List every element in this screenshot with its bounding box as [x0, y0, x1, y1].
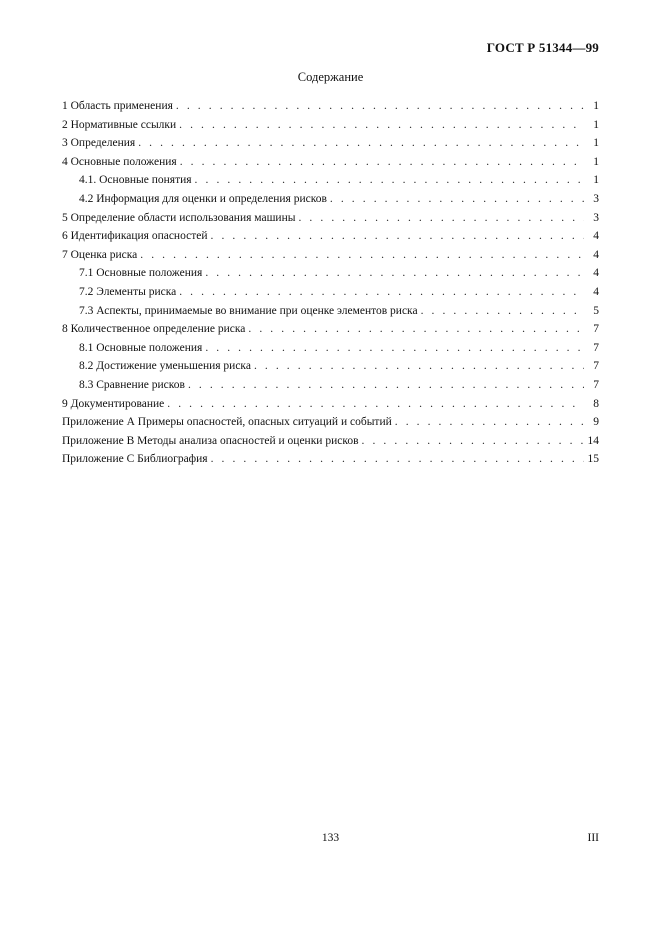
toc-entry[interactable] — [62, 286, 599, 305]
toc-leader-dots — [362, 435, 584, 447]
toc-entry-label: 7.1 Основные положения — [79, 267, 203, 280]
toc-entry-label: 4 Основные положения — [62, 155, 177, 168]
toc-entry-page: 15 — [587, 453, 599, 466]
toc-leader-dots — [205, 342, 584, 354]
toc-entry[interactable] — [62, 137, 599, 156]
document-header-id: ГОСТ Р 51344—99 — [486, 40, 599, 55]
toc-entry[interactable] — [62, 398, 599, 417]
toc-leader-dots — [254, 360, 584, 372]
toc-entry-label: 8.2 Достижение уменьшения риска — [79, 360, 251, 373]
toc-entry-label: 4.1. Основные понятия — [79, 174, 192, 187]
toc-entry[interactable] — [62, 323, 599, 342]
toc-entry-label: 9 Документирование — [62, 397, 165, 410]
toc-entry-label: Приложение А Примеры опасностей, опасных ситуаций и событий — [62, 416, 392, 429]
toc-entry[interactable] — [62, 305, 599, 324]
toc-entry[interactable] — [62, 230, 599, 249]
toc-entry-page: 4 — [593, 230, 599, 243]
toc-entry[interactable] — [62, 416, 599, 435]
toc-entry-page: 1 — [593, 100, 599, 112]
toc-entry-label: 4.2 Информация для оценки и определения рисков — [79, 192, 327, 205]
toc-leader-dots — [179, 286, 584, 298]
toc-entry[interactable] — [62, 453, 599, 472]
toc-entry-label: 8.1 Основные положения — [79, 341, 203, 354]
toc-entry-label: 5 Определение области использования машины — [62, 211, 296, 224]
toc-entry-label: 8 Количественное определение риска — [62, 323, 246, 336]
toc-entry[interactable] — [62, 360, 599, 379]
toc-leader-dots — [195, 174, 584, 186]
toc-leader-dots — [248, 323, 584, 335]
toc-leader-dots — [167, 398, 584, 410]
page-title: Содержание — [297, 70, 364, 84]
roman-page-number: III — [587, 832, 599, 844]
toc-entry-page: 7 — [593, 360, 599, 373]
toc-entry[interactable] — [62, 193, 599, 212]
table-of-contents — [62, 100, 599, 472]
toc-entry-label: 6 Идентификация опасностей — [62, 230, 208, 243]
toc-entry-label: 7.3 Аспекты, принимаемые во внимание при оценке элементов риска — [79, 304, 418, 317]
toc-entry-label: 3 Определения — [62, 137, 136, 150]
toc-entry-label: 7 Оценка риска — [62, 248, 138, 261]
toc-entry[interactable] — [62, 267, 599, 286]
toc-entry-page: 14 — [587, 434, 599, 447]
toc-entry[interactable] — [62, 249, 599, 268]
toc-entry-page: 7 — [593, 378, 599, 391]
toc-entry[interactable] — [62, 342, 599, 361]
toc-leader-dots — [211, 230, 584, 242]
toc-entry-page: 4 — [593, 267, 599, 280]
toc-entry-page: 4 — [593, 285, 599, 298]
toc-entry-page: 3 — [593, 211, 599, 224]
toc-entry[interactable] — [62, 100, 599, 119]
toc-leader-dots — [421, 305, 584, 317]
toc-leader-dots — [395, 416, 584, 428]
toc-entry-page: 1 — [593, 137, 599, 150]
toc-entry-page: 5 — [593, 304, 599, 317]
toc-entry[interactable] — [62, 379, 599, 398]
toc-entry-label: 1 Область применения — [62, 100, 173, 112]
toc-leader-dots — [298, 212, 584, 224]
toc-entry-page: 8 — [593, 397, 599, 410]
toc-leader-dots — [176, 100, 584, 112]
toc-entry[interactable] — [62, 119, 599, 138]
toc-entry-page: 3 — [593, 192, 599, 205]
page-number: 133 — [321, 832, 340, 844]
toc-leader-dots — [179, 119, 584, 131]
toc-leader-dots — [138, 137, 584, 149]
toc-leader-dots — [211, 453, 584, 465]
toc-entry-page: 1 — [593, 174, 599, 187]
toc-entry-page: 9 — [593, 416, 599, 429]
toc-entry-label: 8.3 Сравнение рисков — [79, 378, 185, 391]
toc-entry-page: 4 — [593, 248, 599, 261]
toc-entry-label: 7.2 Элементы риска — [79, 285, 177, 298]
toc-leader-dots — [188, 379, 584, 391]
toc-leader-dots — [205, 267, 584, 279]
toc-leader-dots — [330, 193, 584, 205]
toc-entry-label: Приложение В Методы анализа опасностей и оценки рисков — [62, 434, 359, 447]
toc-entry[interactable] — [62, 174, 599, 193]
toc-entry-label: 2 Нормативные ссылки — [62, 118, 177, 131]
toc-entry-page: 7 — [593, 323, 599, 336]
toc-leader-dots — [140, 249, 584, 261]
toc-entry-label: Приложение С Библиография — [62, 453, 208, 466]
toc-entry[interactable] — [62, 212, 599, 231]
toc-leader-dots — [180, 156, 584, 168]
toc-entry[interactable] — [62, 156, 599, 175]
toc-entry-page: 1 — [593, 155, 599, 168]
toc-entry-page: 1 — [593, 118, 599, 131]
toc-entry[interactable] — [62, 435, 599, 454]
toc-entry-page: 7 — [593, 341, 599, 354]
